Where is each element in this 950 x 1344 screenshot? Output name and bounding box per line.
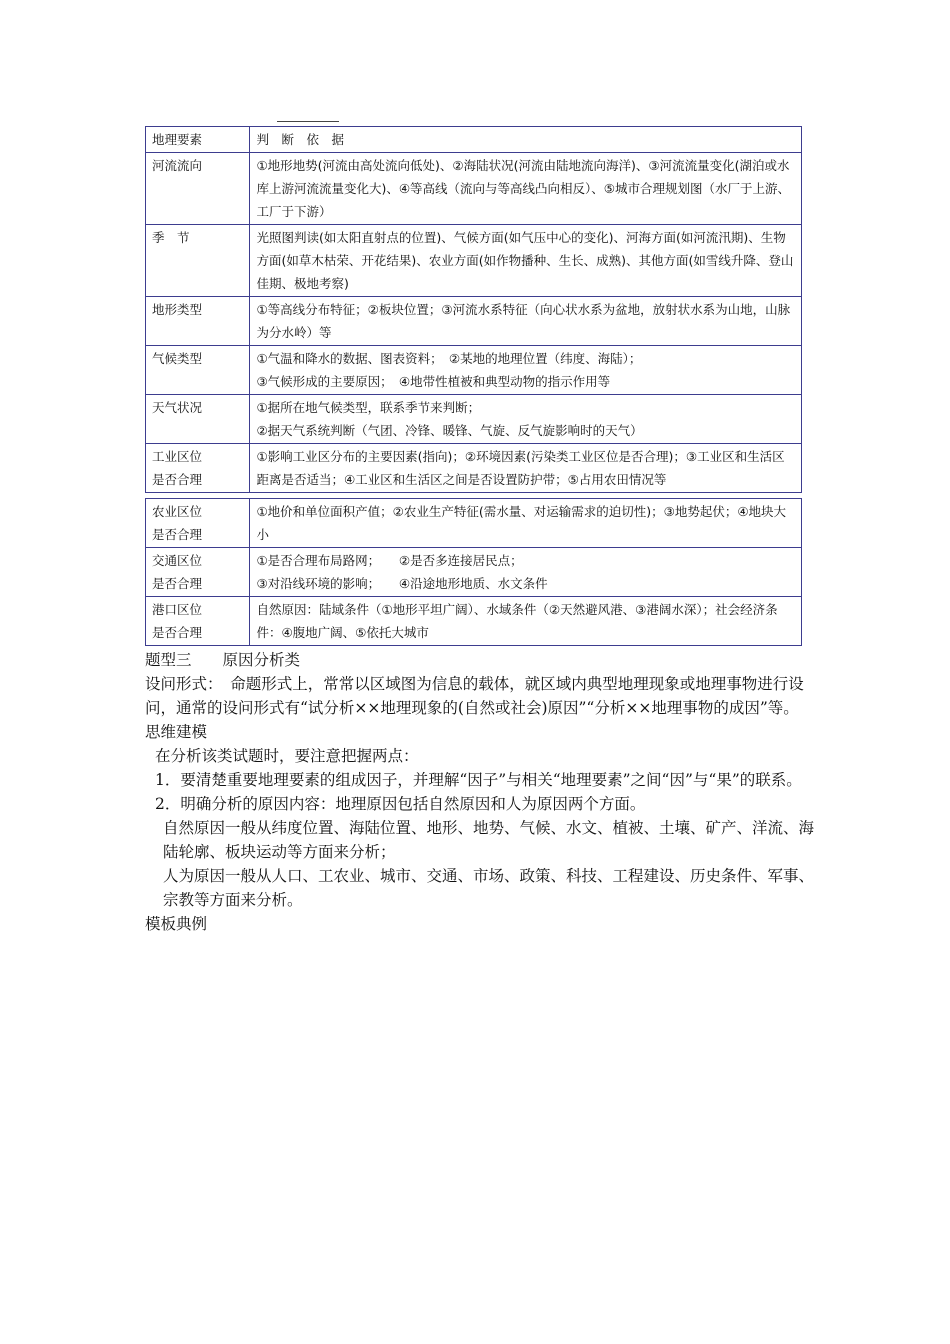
row-value: [250, 548, 802, 597]
row-key: [146, 395, 250, 444]
row-value: ①影响工业区分布的主要因素(指向)；②环境因素(污染类工业区位是否合理)；③工业区和生活区距离是否适当；④工业区和生活区之间是否设置防护带；⑤占用农田情况等: [250, 444, 802, 493]
row-key-line: 是否合理: [152, 576, 203, 591]
row-key-line: 天气状况: [152, 400, 203, 415]
row-key-line: 气候类型: [152, 351, 203, 366]
row-value: 光照图判读(如太阳直射点的位置)、气候方面(如气压中心的变化)、河海方面(如河流汛期)、生物方面(如草木枯荣、开花结果)、农业方面(如作物播种、生长、成熟)、其他方面(如雪线升降、登山佳期、极地考察): [250, 225, 802, 297]
body-text: [145, 648, 815, 936]
row-value-line: ②据天气系统判断（气团、冷锋、暖锋、气旋、反气旋影响时的天气）: [256, 423, 643, 438]
row-key-line: 是否合理: [152, 472, 203, 487]
row-key: [146, 346, 250, 395]
row-key: [146, 548, 250, 597]
row-value-line: ①是否合理布局路网； ②是否多连接居民点；: [256, 553, 523, 568]
row-key: [146, 153, 250, 225]
geo-factor-table-1: [145, 126, 802, 493]
table-row: [146, 395, 802, 444]
row-value-line: ③对沿线环境的影响； ④沿途地形地质、水文条件: [256, 576, 548, 591]
modeling-title: 思维建模: [145, 723, 208, 741]
row-key: [146, 597, 250, 646]
row-value: [250, 395, 802, 444]
row-key-line: 农业区位: [152, 504, 203, 519]
human-causes-paragraph: 人为原因一般从人口、工农业、城市、交通、市场、政策、科技、工程建设、历史条件、军事、宗教等方面来分析。: [163, 867, 815, 909]
row-value-line: ①据所在地气候类型，联系季节来判断；: [256, 400, 481, 415]
table-header-row: [146, 127, 802, 153]
row-key-line: 港口区位: [152, 602, 203, 617]
row-value: ①地形地势(河流由高处流向低处)、②海陆状况(河流由陆地流向海洋)、③河流流量变化(湖泊或水库上游河流流量变化大)、④等高线（流向与等高线凸向相反）、⑤城市合理规划图（水厂于上游、工厂于下游）: [250, 153, 802, 225]
row-key-line: 是否合理: [152, 527, 203, 542]
row-key-line: 工业区位: [152, 449, 203, 464]
table-row: [146, 597, 802, 646]
row-key-line: 是否合理: [152, 625, 203, 640]
header-key: 地理要素: [146, 127, 250, 153]
row-value: [250, 346, 802, 395]
row-key: [146, 444, 250, 493]
question-form-paragraph: 设问形式： 命题形式上，常常以区域图为信息的载体，就区域内典型地理现象或地理事物进行设问，通常的设问形式有“试分析××地理现象的(自然或社会)原因”“分析××地理事物的成因”等。: [145, 675, 804, 717]
point-2: 2．明确分析的原因内容：地理原因包括自然原因和人为原因两个方面。: [155, 795, 646, 813]
table-row: [146, 153, 802, 225]
table-row: [146, 499, 802, 548]
table-row: [146, 225, 802, 297]
natural-causes-paragraph: 自然原因一般从纬度位置、海陆位置、地形、地势、气候、水文、植被、土壤、矿产、洋流、海陆轮廓、板块运动等方面来分析；: [163, 819, 815, 861]
row-value: ①等高线分布特征；②板块位置；③河流水系特征（向心状水系为盆地，放射状水系为山地，山脉为分水岭）等: [250, 297, 802, 346]
table-row: [146, 297, 802, 346]
intro-paragraph: 在分析该类试题时，要注意把握两点：: [155, 747, 419, 765]
table-row: [146, 346, 802, 395]
row-key: [146, 499, 250, 548]
geo-factor-table-2: [145, 498, 802, 646]
row-key: [146, 297, 250, 346]
row-key: [146, 225, 250, 297]
row-key-line: 季 节: [152, 230, 190, 245]
table-row: [146, 444, 802, 493]
row-key-line: 地形类型: [152, 302, 203, 317]
row-value: ①地价和单位面积产值；②农业生产特征(需水量、对运输需求的迫切性)；③地势起伏；④地块大小: [250, 499, 802, 548]
example-title: 模板典例: [145, 915, 208, 933]
row-value-line: ①气温和降水的数据、图表资料； ②某地的地理位置（纬度、海陆）；: [256, 351, 642, 366]
row-value-line: ③气候形成的主要原因； ④地带性植被和典型动物的指示作用等: [256, 374, 611, 389]
section-title: 题型三 原因分析类: [145, 651, 301, 669]
point-1: 1．要清楚重要地理要素的组成因子，并理解“因子”与相关“地理要素”之间“因”与“果”的联系。: [155, 771, 802, 789]
header-value: 判 断 依 据: [250, 127, 802, 153]
row-value: 自然原因：陆域条件（①地形平坦广阔）、水域条件（②天然避风港、③港阔水深）；社会经济条件：④腹地广阔、⑤依托大城市: [250, 597, 802, 646]
row-key-line: 交通区位: [152, 553, 203, 568]
table-row: [146, 548, 802, 597]
row-key-line: 河流流向: [152, 158, 203, 173]
top-rule: [277, 121, 339, 122]
